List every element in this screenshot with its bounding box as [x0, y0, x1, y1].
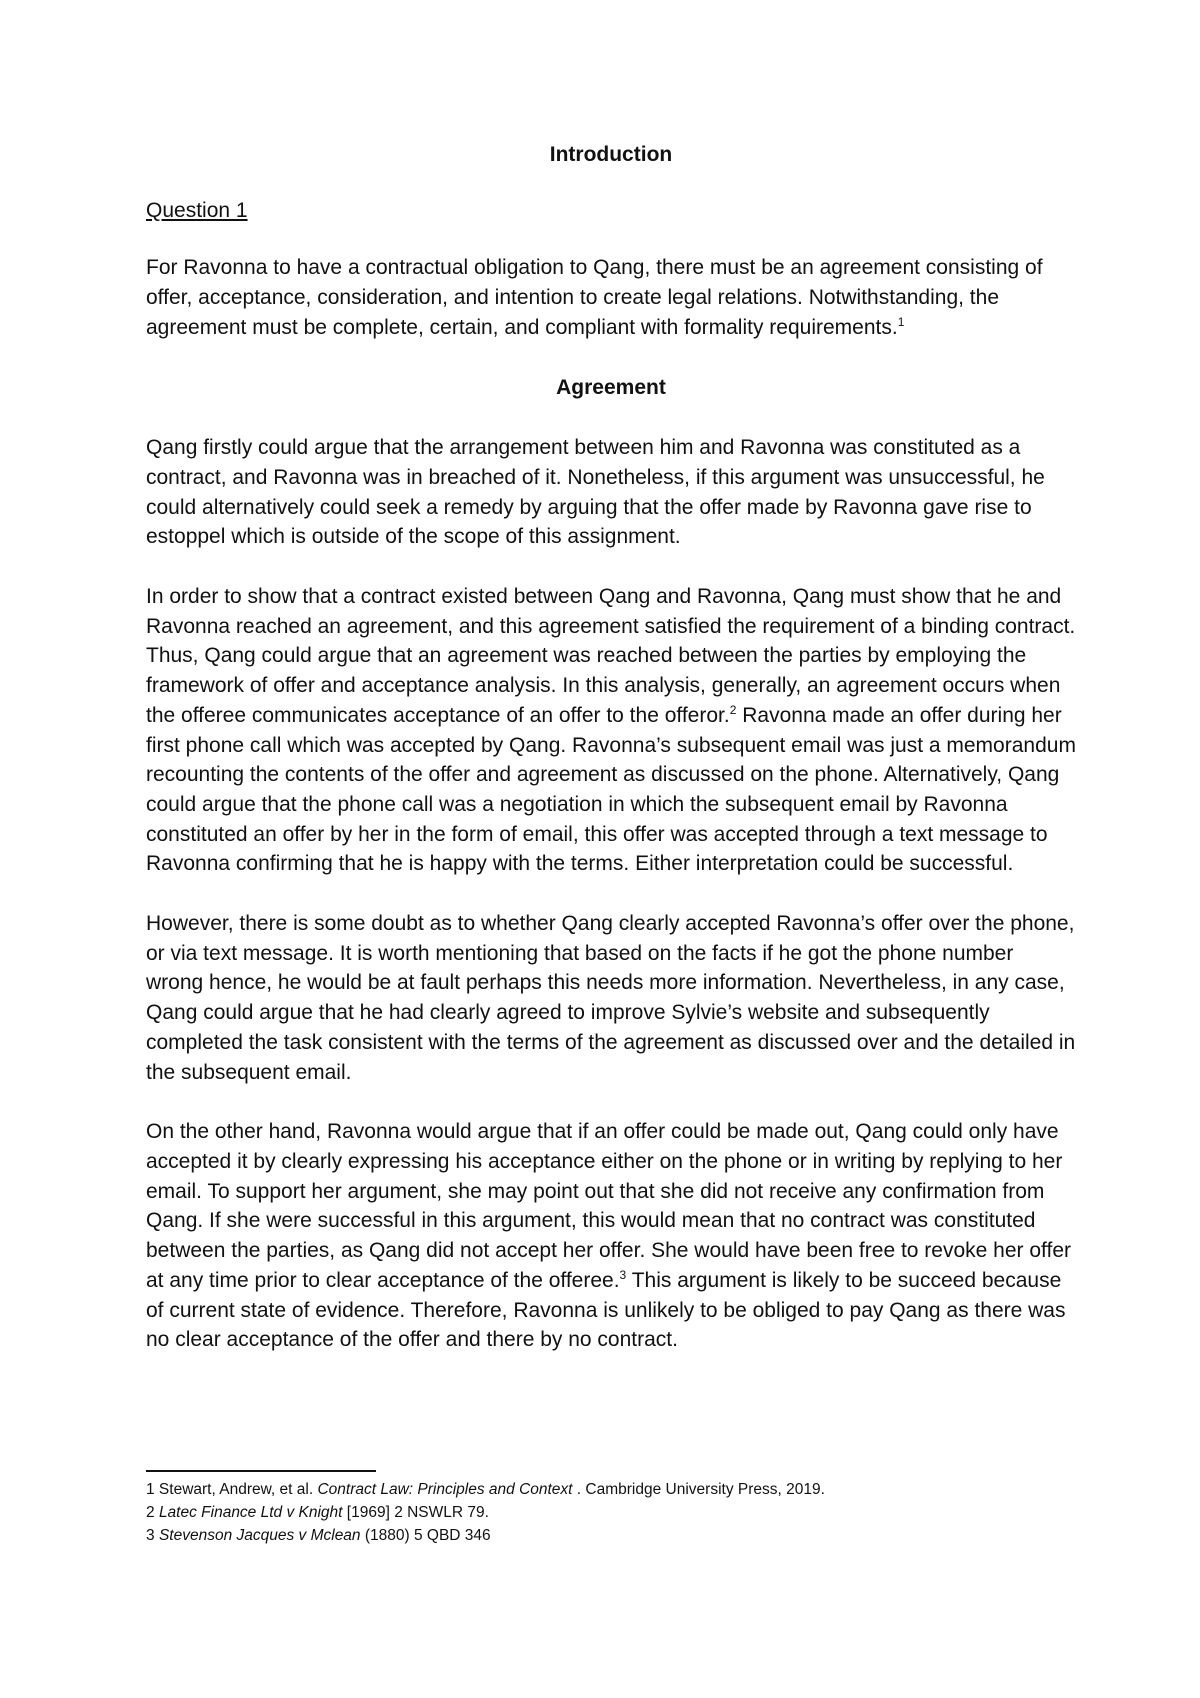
footnote-1-post: . Cambridge University Press, 2019.	[572, 1481, 825, 1498]
document-body	[146, 140, 1076, 1355]
footnotes-section	[146, 1470, 1076, 1547]
footnote-2	[146, 1501, 1076, 1524]
paragraph-4-text-b: This argument is likely to be succeed because of current state of evidence. Therefore, Ravonna is unlikely to be obliged to pay Qang as there was no clear acceptance of the offer and there by no contract.	[146, 1268, 1066, 1352]
question-heading: Question 1	[146, 198, 248, 222]
agreement-heading: Agreement	[556, 375, 666, 399]
footnote-2-number: 2	[146, 1504, 155, 1521]
paragraph-4	[146, 1117, 1076, 1355]
page-title: Introduction	[549, 143, 673, 166]
footnote-1	[146, 1478, 1076, 1501]
footnote-3-case: Stevenson Jacques v Mclean	[158, 1527, 361, 1544]
paragraph-1: Qang firstly could argue that the arrangement between him and Ravonna was constituted as a contract, and Ravonna was in breached of it. Nonetheless, if this argument was unsuccessful, he could alternatively could seek a remedy by arguing that the offer made by Ravonna gave rise to estoppel which is outside of the scope of this assignment.	[146, 436, 1045, 549]
footnote-ref-3: 3	[619, 1267, 627, 1282]
footnote-2-post: [1969] 2 NSWLR 79.	[342, 1504, 489, 1521]
footnote-1-number: 1	[146, 1481, 155, 1498]
footnote-3-post: (1880) 5 QBD 346	[360, 1527, 491, 1544]
footnote-2-case: Latec Finance Ltd v Knight	[158, 1504, 343, 1521]
paragraph-4-text-a: On the other hand, Ravonna would argue that if an offer could be made out, Qang could only have accepted it by clearly expressing his acceptance either on the phone or in writing by replying to her email. To support her argument, she may point out that she did not receive any confirmation from Qang. If she were successful in this argument, this would mean that no contract was constituted between the parties, as Qang did not accept her offer. She would have been free to revoke her offer at any time prior to clear acceptance of the offeree.	[146, 1120, 1071, 1292]
paragraph-2-text-a: In order to show that a contract existed between Qang and Ravonna, Qang must show that he and Ravonna reached an agreement, and this agreement satisfied the requirement of a binding contract. Thus, Qang could argue that an agreement was reached between the parties by employing the framework of offer and acceptance analysis. In this analysis, generally, an agreement occurs when the offeree communicates acceptance of an offer to the offeror.	[146, 585, 1076, 727]
footnote-3	[146, 1524, 1076, 1547]
paragraph-3: However, there is some doubt as to whether Qang clearly accepted Ravonna’s offer over the phone, or via text message. It is worth mentioning that based on the facts if he got the phone number wrong hence, he would be at fault perhaps this needs more information. Nevertheless, in any case, Qang could argue that he had clearly agreed to improve Sylvie’s website and subsequently completed the task consistent with the terms of the agreement as discussed over and the detailed in the subsequent email.	[146, 912, 1076, 1084]
intro-paragraph-text: For Ravonna to have a contractual obligation to Qang, there must be an agreement consisting of offer, acceptance, consideration, and intention to create legal relations. Notwithstanding, the agreement must be complete, certain, and compliant with formality requirements.	[146, 256, 1043, 339]
paragraph-2	[146, 582, 1076, 879]
footnote-1-title: Contract Law: Principles and Context	[317, 1481, 573, 1498]
footnote-divider	[146, 1470, 376, 1472]
footnote-ref-1: 1	[897, 314, 905, 329]
footnote-3-number: 3	[146, 1527, 155, 1544]
intro-paragraph	[146, 253, 1076, 342]
paragraph-2-text-b: Ravonna made an offer during her first phone call which was accepted by Qang. Ravonna’s subsequent email was just a memorandum recounting the contents of the offer and agreement as discussed on the phone. Alternatively, Qang could argue that the phone call was a negotiation in which the subsequent email by Ravonna constituted an offer by her in the form of email, this offer was accepted through a text message to Ravonna confirming that he is happy with the terms. Either interpretation could be successful.	[146, 703, 1076, 876]
footnote-1-pre: Stewart, Andrew, et al.	[154, 1481, 318, 1498]
footnote-ref-2: 2	[729, 702, 737, 717]
